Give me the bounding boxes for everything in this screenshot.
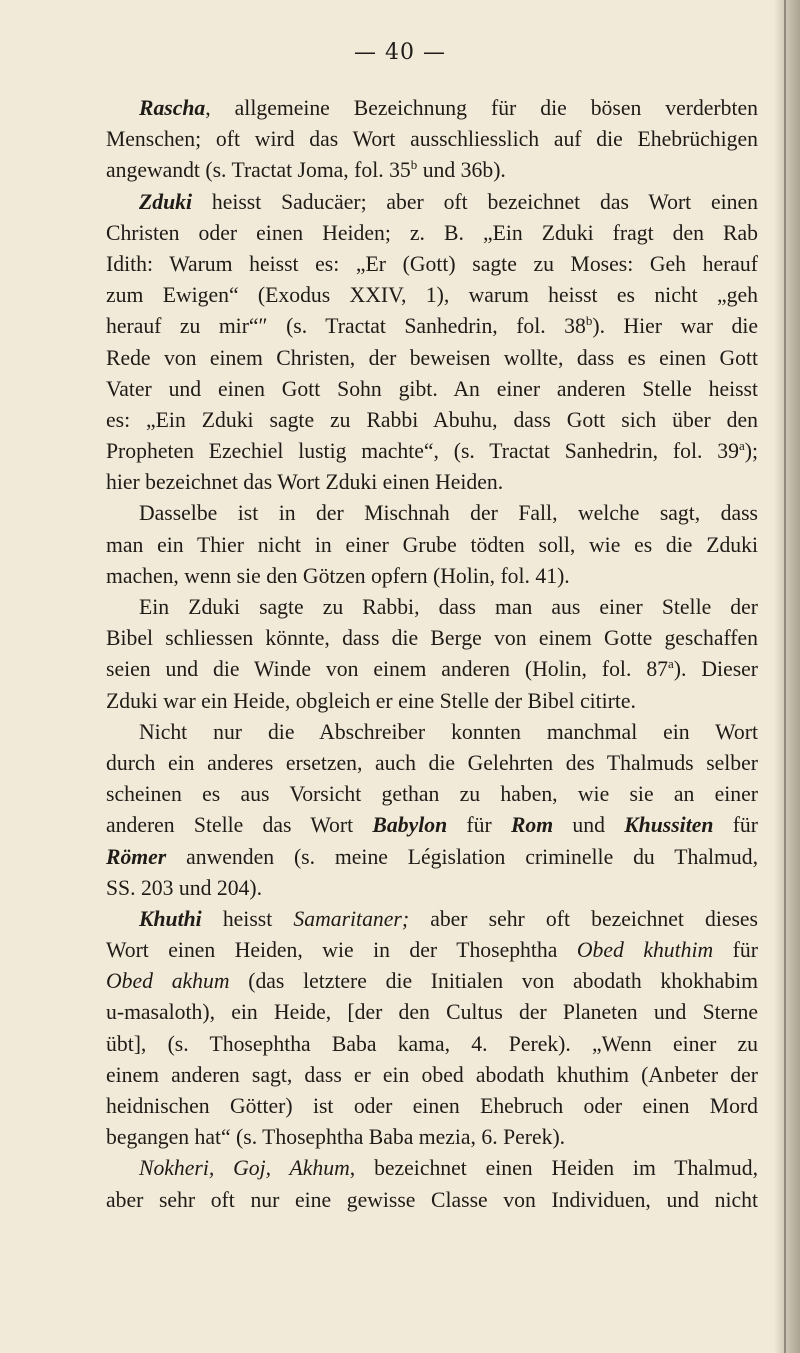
text-run: Propheten Ezechiel lustig machte“, (s. Tractat Sanhedrin, fol. 39 <box>106 439 739 464</box>
text-line <box>106 155 758 186</box>
text-line <box>106 498 758 529</box>
text-run: Zduki war ein Heide, obgleich er eine Stelle der Bibel citirte. <box>106 688 636 713</box>
text-run: übt], (s. Thosephtha Baba kama, 4. Perek). „Wenn einer zu <box>106 1031 758 1056</box>
text-run: Rede von einem Christen, der beweisen wollte, dass es einen Gott <box>106 345 758 370</box>
text-line <box>106 686 758 717</box>
text-run: ); <box>744 439 758 464</box>
text-run: Ein Zduki sagte zu Rabbi, dass man aus einer Stelle der <box>139 595 758 619</box>
text-line <box>106 280 758 311</box>
superscript-letter: a <box>738 437 745 453</box>
text-run: anderen Stelle das Wort <box>106 813 373 838</box>
text-line <box>106 405 758 436</box>
text-run: Christen oder einen Heiden; z. B. „Ein Zduki fragt den Rab <box>106 220 758 245</box>
text-run: einem anderen sagt, dass er ein obed abodath khuthim (Anbeter der <box>106 1062 758 1087</box>
text-line <box>106 592 758 623</box>
text-line <box>106 842 758 873</box>
superscript-letter: b <box>585 313 593 329</box>
superscript-letter: b <box>410 157 418 173</box>
text-line <box>106 904 758 935</box>
text-run: und <box>553 813 625 838</box>
text-line <box>106 1153 758 1184</box>
text-run: heidnischen Götter) ist oder einen Ehebruch oder einen Mord <box>106 1094 758 1118</box>
text-line <box>106 343 758 374</box>
text-run: für <box>713 813 758 838</box>
text-run: herauf zu mir“″ (s. Tractat Sanhedrin, fol. 38 <box>106 314 586 339</box>
text-run: Menschen; oft wird das Wort ausschliesslich auf die Ehebrüchigen <box>106 127 758 152</box>
page-edge-shadow <box>774 0 800 1353</box>
text-run: heisst Saducäer; aber oft bezeichnet das Wort einen <box>192 189 758 214</box>
text-run: Nicht nur die Abschreiber konnten manchmal ein Wort <box>139 719 758 744</box>
text-run: für <box>713 938 758 963</box>
emphasized-term: Rascha <box>139 96 206 120</box>
text-run: heisst <box>201 906 294 931</box>
text-line <box>106 810 758 841</box>
text-line <box>106 311 758 342</box>
text-run: seien und die Winde von einem anderen (Holin, fol. 87 <box>106 657 669 682</box>
emphasized-term: Samaritaner; <box>293 906 410 931</box>
text-run: aber sehr oft bezeichnet dieses <box>409 906 758 931</box>
text-line <box>106 654 758 685</box>
text-run: Bibel schliessen könnte, dass die Berge von einem Gotte geschaffen <box>106 626 758 651</box>
text-run: u-masaloth), ein Heide, [der den Cultus der Planeten und Sterne <box>106 1000 758 1025</box>
text-line <box>106 717 758 748</box>
emphasized-term: Römer <box>106 844 167 869</box>
text-line <box>106 467 758 498</box>
text-run: , allgemeine Bezeichnung für die bösen verderbten <box>205 96 758 120</box>
text-run: anwenden (s. meine Législation criminelle du Thalmud, <box>166 844 758 869</box>
text-run: SS. 203 und 204). <box>106 875 263 900</box>
text-run: hier bezeichnet das Wort Zduki einen Heiden. <box>106 470 504 495</box>
emphasized-term: Obed akhum <box>106 969 230 994</box>
page-number: — 40 — <box>354 40 446 65</box>
emphasized-term: Nokheri, Goj, Akhum <box>139 1156 350 1181</box>
text-line <box>106 966 758 997</box>
text-line <box>106 218 758 249</box>
text-run: und 36b). <box>417 158 506 183</box>
text-line <box>106 187 758 218</box>
text-line <box>106 1029 758 1060</box>
text-run: , bezeichnet einen Heiden im Thalmud, <box>349 1156 759 1181</box>
emphasized-term: Khuthi <box>139 906 202 931</box>
text-run: (das letztere die Initialen von abodath khokhabim <box>229 969 758 994</box>
text-run: ). Dieser <box>673 657 758 682</box>
text-run: zum Ewigen“ (Exodus XXIV, 1), warum heisst es nicht „geh <box>106 283 758 308</box>
text-run: machen, wenn sie den Götzen opfern (Holin, fol. 41). <box>106 563 570 588</box>
emphasized-term: Zduki <box>139 189 193 214</box>
text-run: man ein Thier nicht in einer Grube tödten soll, wie es die Zduki <box>106 532 758 557</box>
text-run: scheinen es aus Vorsicht gethan zu haben, wie sie an einer <box>106 782 758 807</box>
emphasized-term: Obed khuthim <box>576 938 714 963</box>
text-run: Idith: Warum heisst es: „Er (Gott) sagte zu Moses: Geh herauf <box>106 251 758 276</box>
text-run: für <box>447 813 511 838</box>
text-line <box>106 93 758 124</box>
text-line <box>106 1060 758 1091</box>
emphasized-term: Babylon <box>372 813 448 838</box>
superscript-letter: a <box>668 656 674 672</box>
text-line <box>106 623 758 654</box>
text-line <box>106 374 758 405</box>
text-run: Dasselbe ist in der Mischnah der Fall, welche sagt, dass <box>139 501 758 526</box>
emphasized-term: Rom <box>510 813 554 838</box>
text-run: aber sehr oft nur eine gewisse Classe von Individuen, und nicht <box>106 1187 758 1212</box>
text-line <box>106 1122 758 1153</box>
text-line <box>106 779 758 810</box>
text-line <box>106 1185 758 1216</box>
text-run: begangen hat“ (s. Thosephtha Baba mezia, 6. Perek). <box>106 1125 566 1150</box>
text-line <box>106 249 758 280</box>
text-line <box>106 1091 758 1122</box>
text-run: angewandt (s. Tractat Joma, fol. 35 <box>106 158 411 183</box>
text-line <box>106 436 758 467</box>
page-edge-line <box>784 0 786 1353</box>
text-line <box>106 124 758 155</box>
body-text <box>106 93 758 1216</box>
text-line <box>106 935 758 966</box>
text-line <box>106 997 758 1028</box>
text-run: es: „Ein Zduki sagte zu Rabbi Abuhu, dass Gott sich über den <box>106 407 758 432</box>
emphasized-term: Khussiten <box>624 813 714 838</box>
text-line <box>106 873 758 904</box>
text-run: Vater und einen Gott Sohn gibt. An einer anderen Stelle heisst <box>106 376 758 401</box>
text-line <box>106 561 758 592</box>
text-run: durch ein anderes ersetzen, auch die Gelehrten des Thalmuds selber <box>106 750 758 775</box>
text-line <box>106 530 758 561</box>
text-line <box>106 748 758 779</box>
text-run: Wort einen Heiden, wie in der Thosephtha <box>106 938 577 963</box>
text-run: ). Hier war die <box>592 314 758 339</box>
